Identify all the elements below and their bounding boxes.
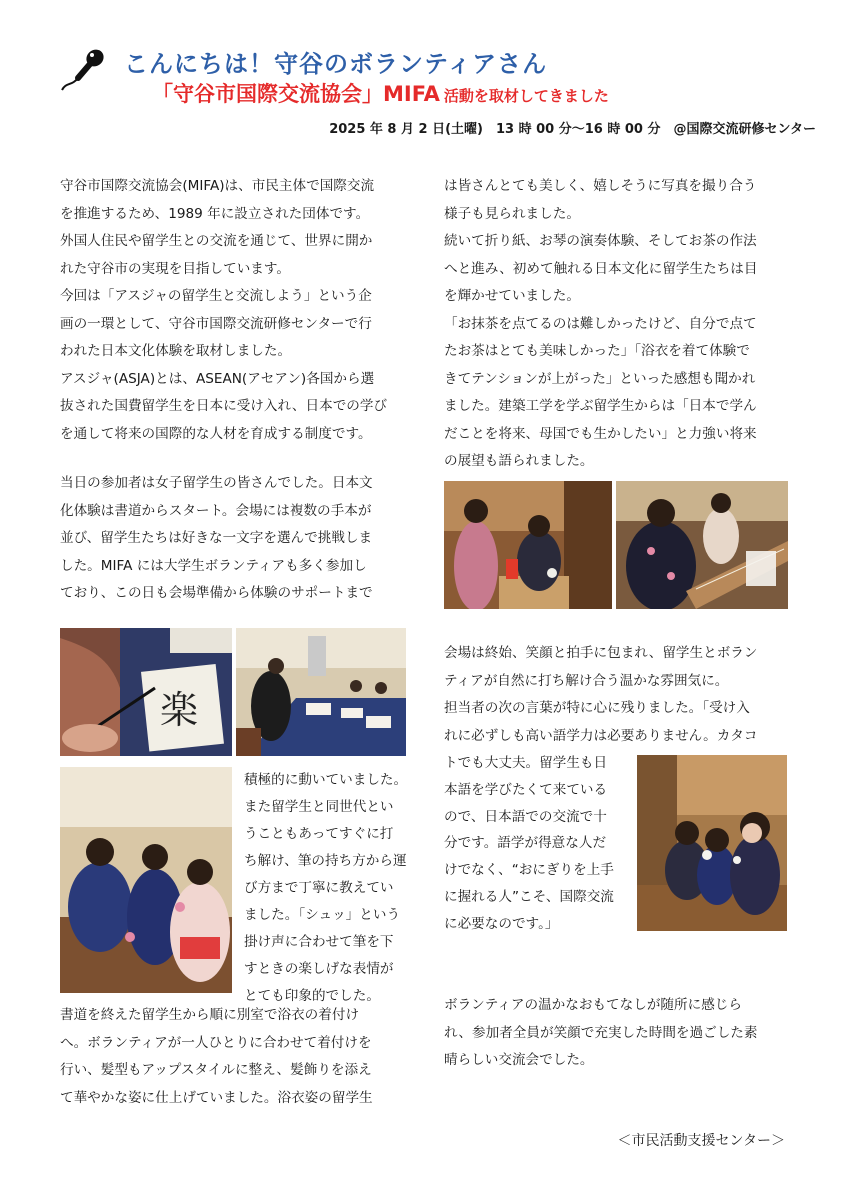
article-subtitle — [152, 78, 609, 108]
text-line: 抜された国費留学生を日本に受け入れ、日本での学び — [60, 398, 388, 414]
text-line: へと進み、初めて触れる日本文化に留学生たちは目 — [444, 260, 758, 277]
photo-yukata-students — [60, 767, 232, 993]
text-line: すときの楽しげな表情が — [244, 961, 394, 977]
text-line: 化体験は書道からスタート。会場には複数の手本が — [60, 502, 372, 519]
text-line: 掛け声に合わせて筆を下 — [244, 934, 394, 950]
text-line: 担当者の次の言葉が特に心に残りました。「受け入 — [444, 700, 750, 716]
photo-koto-performance — [616, 481, 788, 609]
text-line: ち解け、筆の持ち方から運 — [244, 853, 407, 869]
text-line: 外国人住民や留学生との交流を通じて、世界に開か — [60, 233, 373, 249]
text-line: 晴らしい交流会でした。 — [444, 1052, 594, 1068]
text-line: 守谷市国際交流協会(MIFA)は、市民主体で国際交流 — [60, 178, 375, 194]
text-line: 「お抹茶を点てるのは難しかったけど、自分で点て — [444, 315, 757, 332]
photo-calligraphy-closeup — [60, 628, 232, 756]
text-line: を通して将来の国際的な人材を育成する制度です。 — [60, 425, 372, 442]
subtitle-main: 「守谷市国際交流協会」MIFA — [152, 82, 440, 106]
text-line: とても印象的でした。 — [244, 988, 380, 1004]
text-line: び方まで丁寧に教えてい — [244, 880, 394, 896]
left-intro-text — [60, 173, 387, 448]
text-line: した。MIFA には大学生ボランティアも多く参加し — [60, 557, 367, 574]
right-atmosphere-text — [444, 640, 757, 750]
photo-tea-ceremony — [444, 481, 612, 609]
photo-calligraphy-room — [236, 628, 406, 756]
text-line: に必要なのです。」 — [444, 915, 559, 932]
text-line: だことを将来、母国でも生かしたい」と力強い将来 — [444, 425, 757, 442]
text-line: また留学生と同世代とい — [244, 799, 394, 815]
text-line: われた日本文化体験を取材しました。 — [60, 343, 292, 359]
text-line: うこともあってすぐに打 — [244, 826, 394, 842]
text-line: れた守谷市の実現を目指しています。 — [60, 260, 291, 277]
right-closing-text — [444, 992, 757, 1075]
left-calligraphy-text — [60, 470, 373, 608]
text-line: 分です。語学が得意な人だ — [444, 835, 607, 852]
text-line: は皆さんとても美しく、嬉しそうに写真を撮り合う — [444, 178, 757, 194]
left-yukata-text — [60, 1002, 373, 1112]
text-line: 当日の参加者は女子留学生の皆さんでした。日本文 — [60, 475, 373, 491]
svg-text:楽: 楽 — [160, 688, 199, 732]
text-line: れに必ずしも高い語学力は必要ありません。カタコ — [444, 727, 758, 744]
text-line: 画の一環として、守谷市国際交流研修センターで行 — [60, 315, 372, 332]
text-line: を推進するため、1989 年に設立された団体です。 — [60, 205, 370, 222]
left-wrap-text — [244, 767, 407, 1010]
right-experience-text — [444, 173, 757, 476]
text-line: 続いて折り紙、お琴の演奏体験、そしてお茶の作法 — [444, 233, 757, 249]
text-line: ティアが自然に打ち解け合う温かな雰囲気に。 — [444, 672, 729, 689]
text-line: 書道を終えた留学生から順に別室で浴衣の着付け — [60, 1007, 360, 1023]
microphone-icon — [56, 46, 108, 96]
text-line: ました。建築工学を学ぶ留学生からは「日本で学ん — [444, 398, 757, 414]
signature: ＜市民活動支援センター＞ — [617, 1133, 785, 1149]
text-line: ました。「シュッ」という — [244, 907, 401, 923]
text-line: たお茶はとても美味しかった」「浴衣を着て体験で — [444, 343, 750, 359]
text-line: を輝かせていました。 — [444, 288, 580, 304]
text-line: て華やかな姿に仕上げていました。浴衣姿の留学生 — [60, 1089, 373, 1106]
text-line: アスジャ(ASJA)とは、ASEAN(アセアン)各国から選 — [60, 370, 375, 387]
text-line: 本語を学びたくて来ている — [444, 781, 608, 798]
text-line: に握れる人”こそ、国際交流 — [444, 888, 614, 905]
text-line: 様子も見られました。 — [444, 205, 580, 222]
text-line: きてテンションが上がった」といった感想も聞かれ — [444, 370, 756, 387]
text-line: 積極的に動いていました。 — [244, 772, 408, 788]
text-line: ので、日本語での交流で十 — [444, 808, 607, 825]
text-line: へ。ボランティアが一人ひとりに合わせて着付けを — [60, 1034, 372, 1051]
event-dateline: 2025 年 8 月 2 日(土曜) 13 時 00 分～16 時 00 分 @国際交流研修センター — [329, 122, 816, 137]
text-line: ており、この日も会場準備から体験のサポートまで — [60, 585, 373, 601]
text-line: 行い、髪型もアップスタイルに整え、髪飾りを添え — [60, 1062, 372, 1078]
text-line: の展望も語られました。 — [444, 453, 594, 469]
right-quote-text — [444, 750, 614, 938]
subtitle-sub: 活動を取材してきました — [443, 87, 609, 105]
text-line: 会場は終始、笑顔と拍手に包まれ、留学生とボラン — [444, 645, 758, 661]
text-line: トでも大丈夫。留学生も日 — [444, 755, 608, 771]
text-line: 今回は「アスジャの留学生と交流しよう」という企 — [60, 288, 372, 304]
text-line: れ、参加者全員が笑顔で充実した時間を過ごした素 — [444, 1024, 758, 1041]
photo-onigiri-students — [637, 755, 787, 931]
text-line: 並び、留学生たちは好きな一文字を選んで挑戦しま — [60, 530, 373, 546]
text-line: ボランティアの温かなおもてなしが随所に感じら — [444, 997, 742, 1013]
text-line: けでなく、“おにぎりを上手 — [444, 862, 614, 879]
article-title: こんにちは！守谷のボランティアさん — [124, 50, 548, 78]
